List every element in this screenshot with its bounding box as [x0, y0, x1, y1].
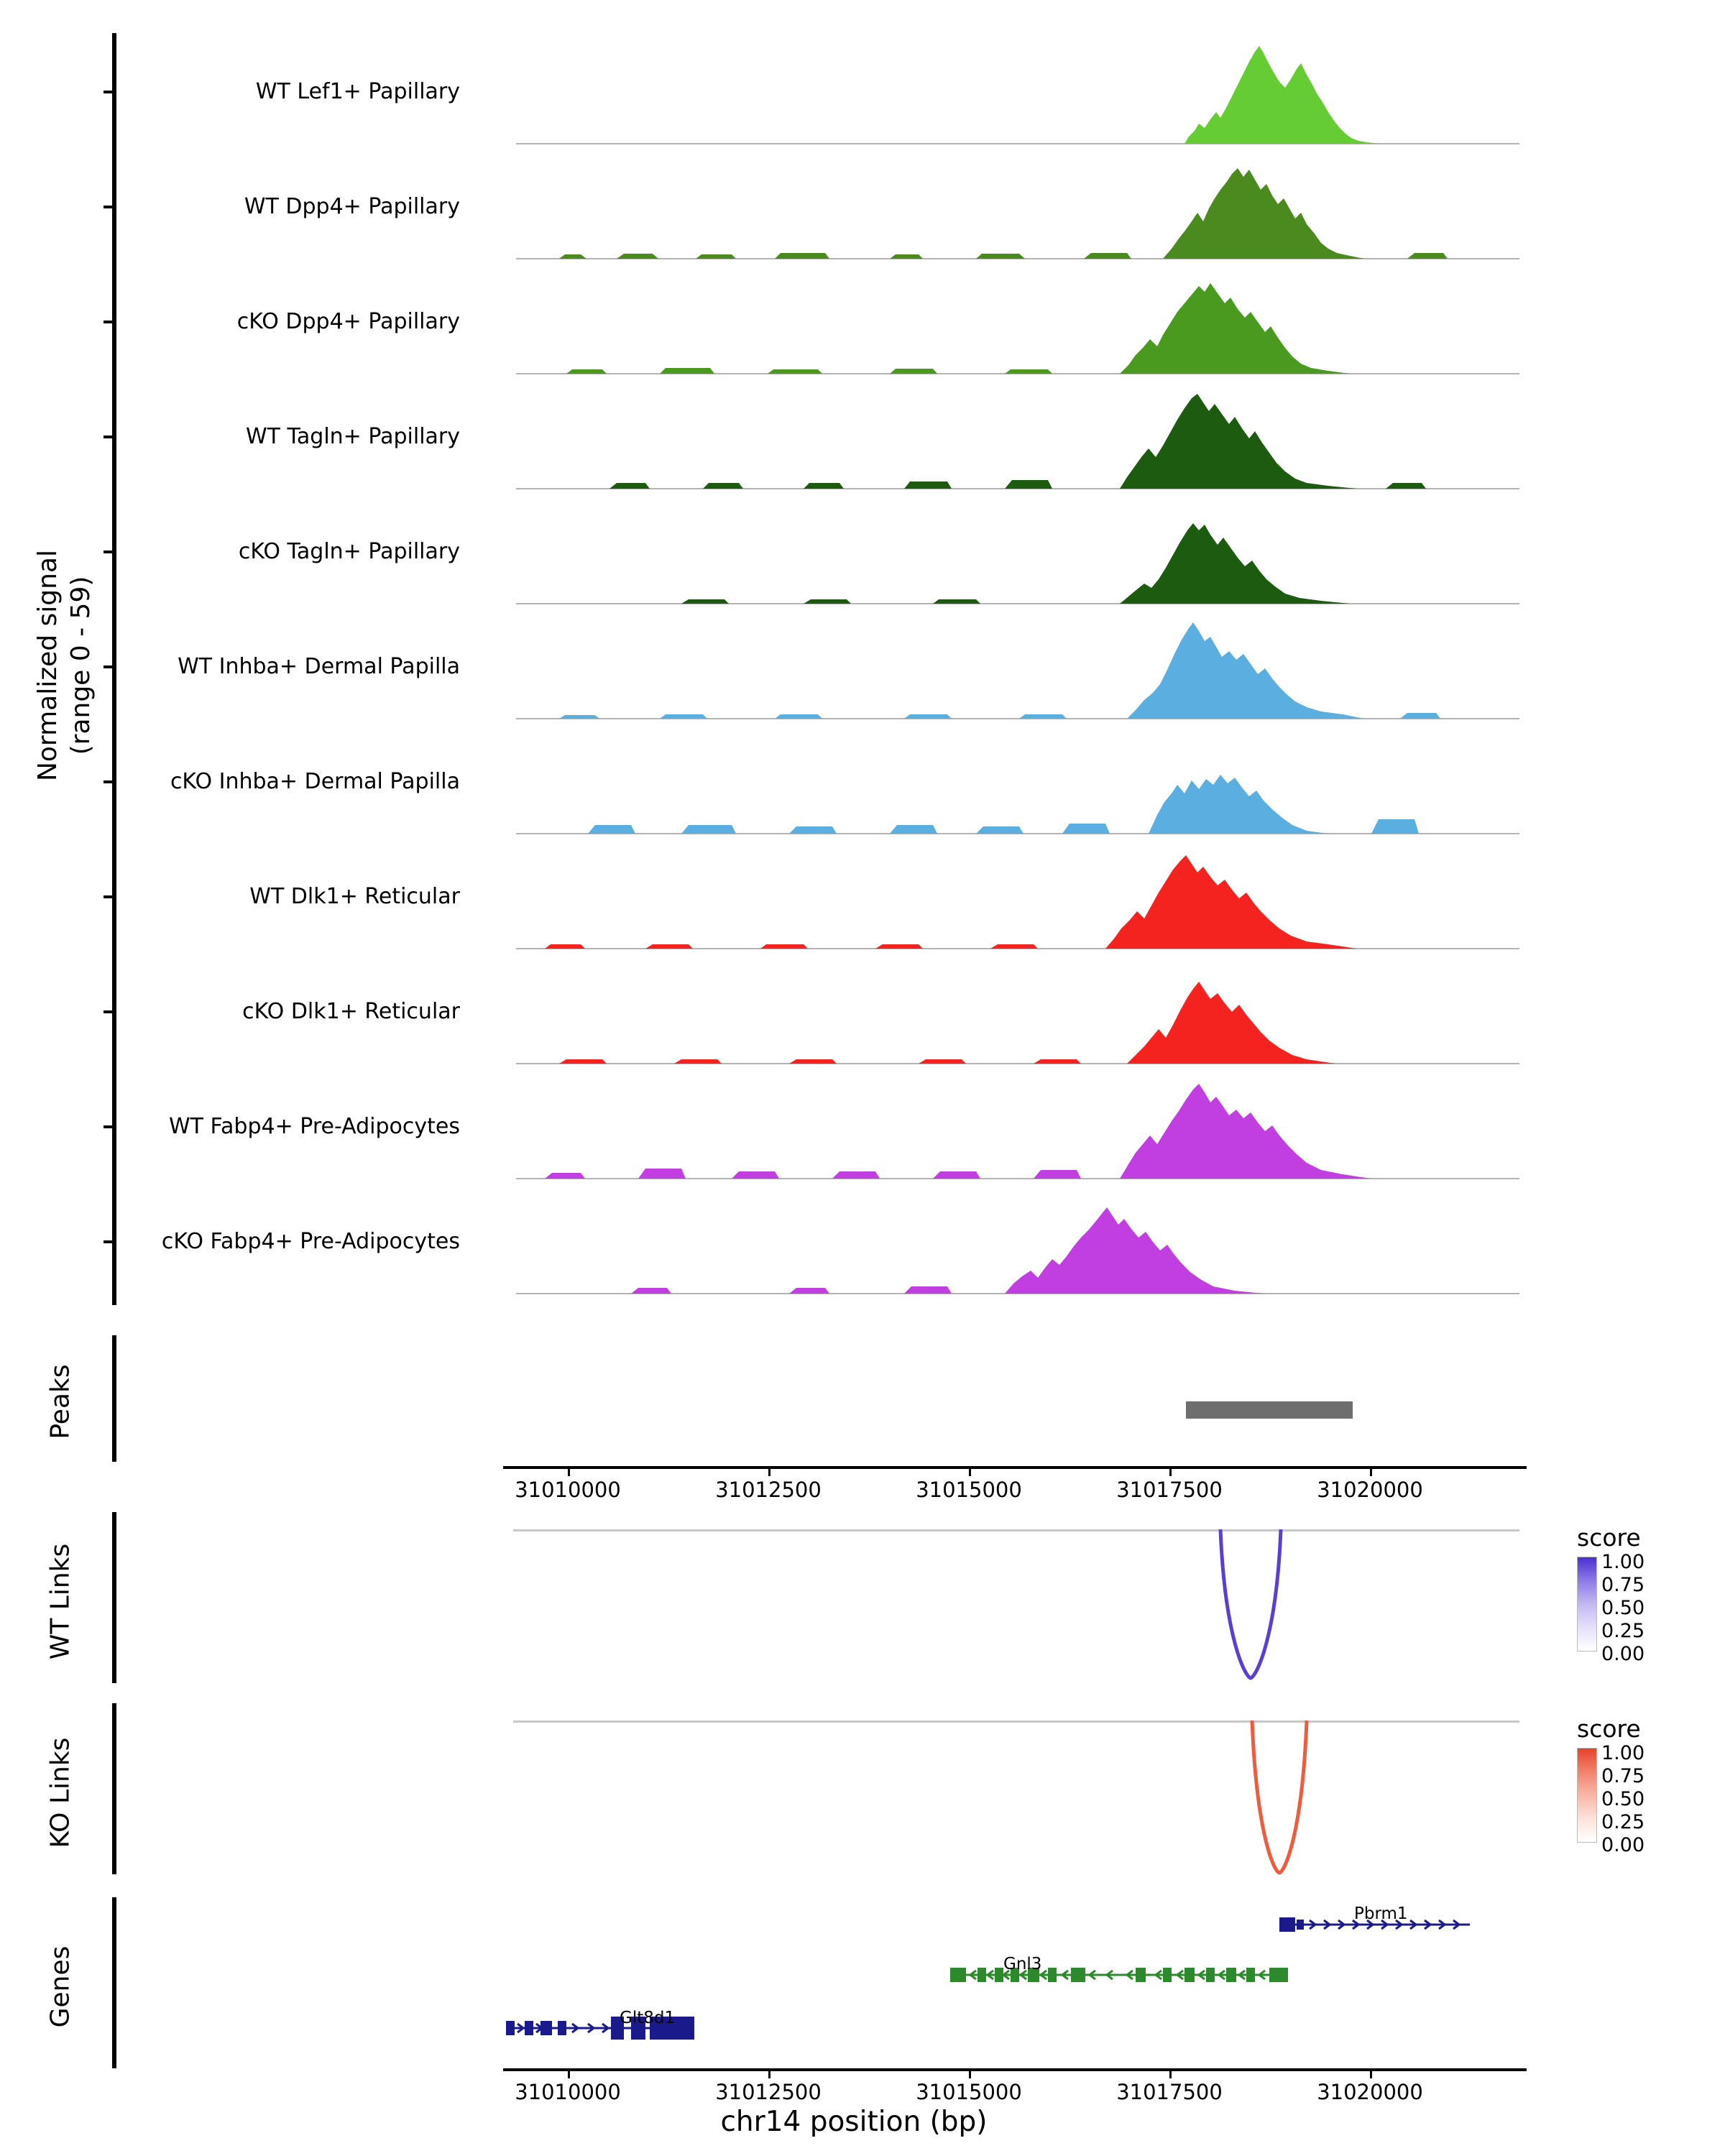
track-label-cko-fabp4-pre-adipocytes: cKO Fabp4+ Pre-Adipocytes	[161, 1229, 460, 1254]
bottom-x-axis-tick-label: 31015000	[916, 2080, 1022, 2104]
ko-links-axis-title: KO Links	[45, 1737, 75, 1848]
track-label-wt-dpp4-papillary: WT Dpp4+ Papillary	[244, 194, 460, 219]
wt-score-legend-tick-label: 0.50	[1601, 1597, 1645, 1619]
ko-score-legend-title: score	[1577, 1715, 1641, 1743]
signal-axis-title-line2: (range 0 - 59)	[66, 576, 96, 755]
track-label-wt-lef1-papillary: WT Lef1+ Papillary	[255, 79, 460, 104]
ko-links-baseline	[513, 1720, 1519, 1723]
genes-panel-axis	[112, 1897, 116, 2068]
top-x-axis-tick	[1370, 1466, 1372, 1476]
wt-score-legend-tick-label: 0.75	[1601, 1574, 1645, 1596]
top-x-axis-tick	[768, 1466, 770, 1476]
bottom-x-axis-tick-label: 31017500	[1116, 2080, 1223, 2104]
top-x-axis-line	[503, 1466, 1527, 1469]
wt-links-panel-axis	[112, 1512, 116, 1683]
track-label-wt-tagln-papillary: WT Tagln+ Papillary	[246, 424, 460, 449]
x-axis-title: chr14 position (bp)	[720, 2106, 988, 2138]
top-x-axis-tick-label: 31015000	[916, 1478, 1022, 1502]
wt-score-legend-tick-label: 0.00	[1601, 1643, 1645, 1665]
top-x-axis-tick	[568, 1466, 570, 1476]
track-label-cko-dlk1-reticular: cKO Dlk1+ Reticular	[242, 999, 460, 1024]
track-label-wt-fabp4-pre-adipocytes: WT Fabp4+ Pre-Adipocytes	[169, 1114, 460, 1139]
genes-axis-title: Genes	[45, 1945, 75, 2028]
signal-track-tick	[104, 206, 112, 208]
ko-score-legend-tick-label: 0.50	[1601, 1788, 1645, 1810]
gene-label-pbrm1: Pbrm1	[1354, 1904, 1408, 1923]
wt-links-baseline	[513, 1529, 1519, 1531]
signal-track-tick	[104, 1240, 112, 1243]
track-label-cko-dpp4-papillary: cKO Dpp4+ Papillary	[236, 309, 460, 334]
ko-score-legend-tick-label: 0.25	[1601, 1811, 1645, 1833]
top-x-axis-tick-label: 31017500	[1116, 1478, 1223, 1502]
top-x-axis-tick-label: 31020000	[1317, 1478, 1423, 1502]
top-x-axis-tick-label: 31012500	[715, 1478, 822, 1502]
wt-link-arc	[1193, 1529, 1308, 1680]
bottom-x-axis-line	[503, 2068, 1527, 2071]
ko-link-arc	[1222, 1720, 1337, 1875]
track-signal-wt-fabp4-pre-adipocytes	[516, 1078, 1519, 1179]
track-label-wt-dlk1-reticular: WT Dlk1+ Reticular	[249, 884, 460, 909]
signal-track-tick	[104, 780, 112, 783]
gene-label-gnl3: Gnl3	[1003, 1955, 1042, 1973]
track-signal-cko-dpp4-papillary	[516, 273, 1519, 374]
bottom-x-axis-tick-label: 31020000	[1317, 2080, 1423, 2104]
bottom-x-axis-tick	[969, 2068, 971, 2078]
peak-region-bar	[1186, 1401, 1353, 1419]
signal-track-tick	[104, 895, 112, 898]
signal-track-tick	[104, 1010, 112, 1013]
track-signal-cko-tagln-papillary	[516, 503, 1519, 604]
wt-score-legend-bar	[1577, 1557, 1597, 1651]
track-signal-cko-fabp4-pre-adipocytes	[516, 1193, 1519, 1294]
signal-track-tick	[104, 321, 112, 323]
signal-track-tick	[104, 436, 112, 438]
bottom-x-axis-tick-label: 31012500	[715, 2080, 822, 2104]
top-x-axis-tick-label: 31010000	[515, 1478, 621, 1502]
top-x-axis-tick	[1169, 1466, 1172, 1476]
genes-track	[503, 1897, 1527, 2070]
track-signal-wt-dpp4-papillary	[516, 158, 1519, 259]
bottom-x-axis-tick	[568, 2068, 570, 2078]
ko-score-legend-tick-label: 0.75	[1601, 1765, 1645, 1787]
ko-score-legend-tick-label: 1.00	[1601, 1742, 1645, 1764]
bottom-x-axis-tick	[1370, 2068, 1372, 2078]
track-label-wt-inhba-dermal-papilla: WT Inhba+ Dermal Papilla	[178, 654, 460, 679]
ko-score-legend-tick-label: 0.00	[1601, 1834, 1645, 1856]
signal-track-tick	[104, 91, 112, 93]
track-label-cko-inhba-dermal-papilla: cKO Inhba+ Dermal Papilla	[170, 769, 460, 794]
peaks-panel-axis	[112, 1335, 116, 1462]
track-signal-cko-dlk1-reticular	[516, 963, 1519, 1064]
track-signal-cko-inhba-dermal-papilla	[516, 733, 1519, 834]
bottom-x-axis-tick-label: 31010000	[515, 2080, 621, 2104]
track-signal-wt-lef1-papillary	[516, 43, 1519, 144]
track-signal-wt-inhba-dermal-papilla	[516, 618, 1519, 719]
track-label-cko-tagln-papillary: cKO Tagln+ Papillary	[238, 539, 460, 564]
bottom-x-axis-tick	[1169, 2068, 1172, 2078]
wt-score-legend-tick-label: 0.25	[1601, 1620, 1645, 1642]
ko-score-legend-bar	[1577, 1748, 1597, 1843]
wt-score-legend-tick-label: 1.00	[1601, 1551, 1645, 1573]
signal-axis-title	[32, 378, 98, 953]
track-signal-wt-dlk1-reticular	[516, 848, 1519, 949]
signal-track-tick	[104, 550, 112, 553]
bottom-x-axis-tick	[768, 2068, 770, 2078]
wt-links-axis-title: WT Links	[45, 1543, 75, 1660]
peaks-axis-title: Peaks	[45, 1364, 75, 1439]
ko-links-panel-axis	[112, 1703, 116, 1874]
top-x-axis-tick	[969, 1466, 971, 1476]
wt-score-legend-title: score	[1577, 1524, 1641, 1552]
signal-panel-axis	[112, 33, 116, 1305]
signal-track-tick	[104, 665, 112, 668]
gene-label-glt8d1: Glt8d1	[620, 2009, 676, 2027]
track-signal-wt-tagln-papillary	[516, 388, 1519, 489]
signal-track-tick	[104, 1125, 112, 1128]
signal-axis-title-line1: Normalized signal	[33, 549, 63, 782]
